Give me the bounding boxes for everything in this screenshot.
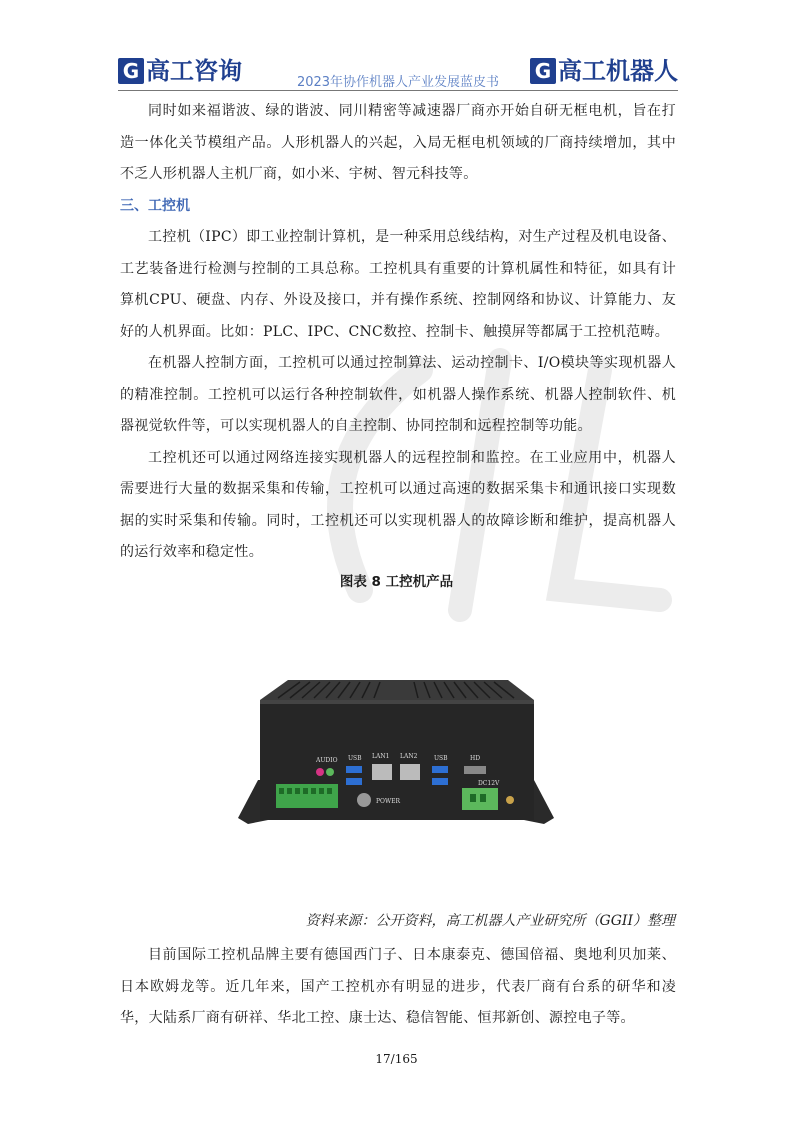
logo-mark: G xyxy=(118,58,144,84)
hd-label: HD xyxy=(470,755,481,762)
logo-mark: G xyxy=(530,58,556,84)
lan2-label: LAN2 xyxy=(400,753,418,760)
figure-source: 资料来源：公开资料，高工机器人产业研究所（GGII）整理 xyxy=(305,913,675,929)
figure-title: 图表 8 工控机产品 xyxy=(339,574,454,590)
paragraph: 同时如来福谐波、绿的谐波、同川精密等减速器厂商亦开始自研无框电机，旨在打造一体化关节模组产品。人形机器人的兴起，入局无框电机领域的厂商持续增加，其中不乏人形机器人主机厂商，如小米、宇树、智元科技等。 xyxy=(120,103,676,182)
logo-text: 高工机器人 xyxy=(558,57,678,85)
lan1-label: LAN1 xyxy=(372,753,390,760)
body-text-bottom xyxy=(120,940,676,1035)
paragraph: 在机器人控制方面，工控机可以通过控制算法、运动控制卡、I/O模块等实现机器人的精准控制。工控机可以运行各种控制软件，如机器人操作系统、机器人控制软件、机器视觉软件等，可以实现机器人的自主控制、协同控制和远程控制等功能。 xyxy=(120,355,676,434)
dc-label: DC12V xyxy=(478,780,500,787)
page-header xyxy=(118,56,678,90)
power-label: POWER xyxy=(376,798,401,805)
header-divider xyxy=(118,90,678,91)
report-title: 2023年协作机器人产业发展蓝皮书 xyxy=(296,75,500,90)
usb-label: USB xyxy=(348,755,362,762)
logo-text: 高工咨询 xyxy=(146,57,242,85)
paragraph: 工控机（IPC）即工业控制计算机，是一种采用总线结构，对生产过程及机电设备、工艺装备进行检测与控制的工具总称。工控机具有重要的计算机属性和特征，如具有计算机CPU、硬盘、内存、外设及接口，并有操作系统、控制网络和协议、计算能力、友好的人机界面。比如：PLC、IPC、CNC数控、控制卡、触摸屏等都属于工控机范畴。 xyxy=(120,229,676,340)
industrial-pc-image xyxy=(238,660,554,830)
body-text-top xyxy=(120,96,676,569)
gaogong-robot-logo xyxy=(530,56,678,86)
audio-label: AUDIO xyxy=(316,757,338,764)
page-number: 17/165 xyxy=(375,1052,418,1066)
usb-label: USB xyxy=(434,755,448,762)
section-heading: 三、工控机 xyxy=(120,197,190,214)
paragraph: 工控机还可以通过网络连接实现机器人的远程控制和监控。在工业应用中，机器人需要进行大量的数据采集和传输，工控机可以通过高速的数据采集卡和通讯接口实现数据的实时采集和传输。同时，工控机还可以实现机器人的故障诊断和维护，提高机器人的运行效率和稳定性。 xyxy=(120,449,676,560)
paragraph: 目前国际工控机品牌主要有德国西门子、日本康泰克、德国倍福、奥地利贝加莱、日本欧姆龙等。近几年来，国产工控机亦有明显的进步，代表厂商有台系的研华和凌华，大陆系厂商有研祥、华北工控、康士达、稳信智能、恒邦新创、源控电子等。 xyxy=(120,947,676,1026)
